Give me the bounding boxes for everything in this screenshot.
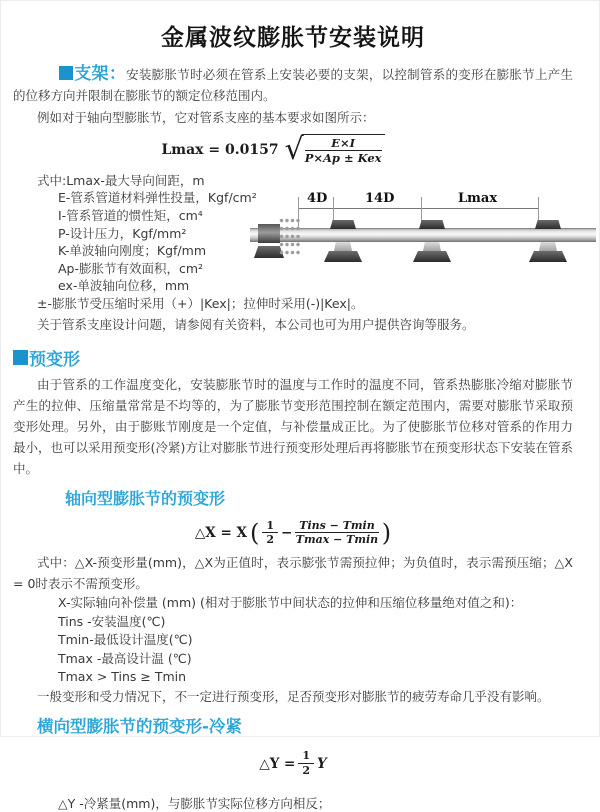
half-numerator: 1	[262, 519, 278, 534]
section-bullet-icon	[13, 350, 28, 365]
pipe-support-diagram	[246, 191, 598, 288]
definition-line: ex-单波轴向位移，mm	[58, 278, 190, 294]
delta-y-lhs: △Y =	[259, 755, 296, 772]
lmax-fraction	[305, 136, 382, 166]
dimension-label-4d: 4D	[307, 191, 328, 206]
lmax-fraction-denominator: P×Ap ± Kex	[304, 151, 382, 166]
support-neck	[423, 242, 441, 251]
definition-line: I-管系管道的惯性矩，cm⁴	[58, 207, 203, 223]
preform-section-heading	[13, 345, 573, 370]
axial-variable-line: Tins -安装温度(℃)	[58, 613, 166, 629]
dimension-label-lmax: Lmax	[458, 191, 498, 206]
support-section-heading	[59, 64, 126, 84]
half-fraction	[298, 749, 314, 778]
support-intro-text: 安装膨胀节时必须在管系上安装必要的支架，以控制管系的变形在膨胀节上产生的位移方向并限制在膨胀节的额定位移范围内。	[13, 67, 573, 103]
page-title: 金属波纹膨胀节安装说明	[161, 25, 425, 51]
lateral-note-line: △Y -冷紧量(mm)，与膨胀节实际位移方向相反；	[58, 795, 331, 811]
support-intro-paragraph	[13, 64, 573, 106]
support-base	[413, 251, 451, 262]
axial-variable-line: Tmax -最高设计温 (℃)	[58, 650, 192, 666]
support-heading-label: 支架：	[74, 64, 127, 84]
temperature-numerator: Tins − Tmin	[295, 519, 378, 534]
delta-x-lhs: △X = X	[194, 524, 247, 541]
bellows-expansion-joint	[279, 218, 301, 255]
support-neck	[334, 242, 352, 251]
definition-line: E-管系管道材料弹性投量，Kgf/cm²	[58, 190, 257, 206]
sqrt-expression	[285, 134, 385, 166]
radicand	[302, 134, 385, 166]
delta-y-rhs: Y	[317, 755, 327, 772]
formula-delta-y	[13, 749, 573, 778]
support-clamp	[330, 220, 356, 229]
definition-line: P-设计压力，Kgf/mm²	[58, 225, 187, 241]
dimension-label-14d: 14D	[365, 191, 395, 206]
half-denominator: 2	[302, 764, 311, 778]
document-content	[1, 1, 599, 812]
support-clamp	[535, 220, 561, 229]
guide-support	[410, 220, 454, 282]
half-denominator: 2	[266, 533, 274, 547]
support-base	[324, 251, 362, 262]
axial-preform-subheading: 轴向型膨胀节的预变形	[65, 488, 226, 508]
minus-operator: −	[280, 524, 293, 541]
formula-lmax	[13, 134, 533, 166]
preform-heading-label: 预变形	[29, 349, 80, 370]
preform-paragraph: 由于管系的工作温度变化，安装膨胀节时的温度与工作时的温度不同，管系热膨胀冷缩对膨胀节产生的拉伸、压缩量常常是不均等的，为了膨胀节变形范围控制在额定范围内，需要对膨胀节采取预变形处理。另外，由于膨账节刚度是一个定值，与补偿量成正比。为了使膨胀节位移对管系的作用力最小，也可以采用预变形(冷紧)方让对膨胀节进行预变形处理后再将膨胀节在预变形状态下安装在管系中。	[13, 376, 573, 476]
dimension-line	[298, 208, 538, 209]
formula-delta-x	[13, 519, 573, 548]
axial-variable-line: Tmax > Tins ≥ Tmin	[58, 669, 187, 685]
lmax-fraction-numerator: E×I	[305, 136, 382, 151]
lateral-preform-subheading: 横向型膨胀节的预变形-冷紧	[37, 717, 242, 737]
support-neck	[539, 242, 557, 251]
half-numerator: 1	[298, 749, 314, 764]
anchor-block	[258, 224, 280, 243]
section-bullet-icon	[59, 66, 73, 80]
support-base	[529, 251, 567, 262]
close-paren: )	[381, 518, 392, 547]
formula-lmax-lhs: Lmax = 0.0157	[161, 141, 279, 158]
axial-variable-line: Tmin-最低设计温度(℃)	[58, 632, 193, 648]
support-clamp	[419, 220, 445, 229]
definition-line: ±-膨胀节受压缩时采用（+）|Kex|；拉伸时采用(-)|Kex|。	[37, 295, 364, 311]
guide-support	[526, 220, 570, 282]
definition-line: K-单波轴向刚度；Kgf/mm	[58, 243, 206, 259]
support-closing-line: 关于管系支座设计问题，请参阅有关资料，本公司也可为用户提供咨询等服务。	[37, 316, 475, 332]
temperature-denominator: Tmax − Tmin	[295, 533, 379, 547]
support-example-line: 例如对于轴向型膨胀节，它对管系支座的基本要求如图所示：	[37, 110, 375, 125]
open-paren: (	[249, 518, 260, 547]
definition-line: Ap-膨胀节有效面积，cm²	[58, 260, 204, 276]
guide-support	[321, 220, 365, 282]
definition-line: 式中:Lmax-最大导向间距，m	[37, 172, 205, 188]
axial-note-line: 一般变形和受力情况下，不一定进行预变形，足否预变形对膨胀节的疲劳寿命几乎没有影响。	[37, 688, 550, 704]
radical-sign-icon: √	[284, 132, 304, 168]
half-fraction	[262, 519, 278, 548]
axial-variable-line: X-实际轴向补偿量 (mm) (相对于膨胀节中间状态的拉伸和压缩位移量绝对值之和)：	[58, 595, 523, 610]
temperature-fraction	[295, 519, 378, 548]
axial-explain-paragraph: 式中：△X-预变形量(mm)，△X为正值时，表示膨张节需预拉伸；为负值时，表示需预压缩；△X = 0时表示不需预变形。	[13, 555, 573, 591]
